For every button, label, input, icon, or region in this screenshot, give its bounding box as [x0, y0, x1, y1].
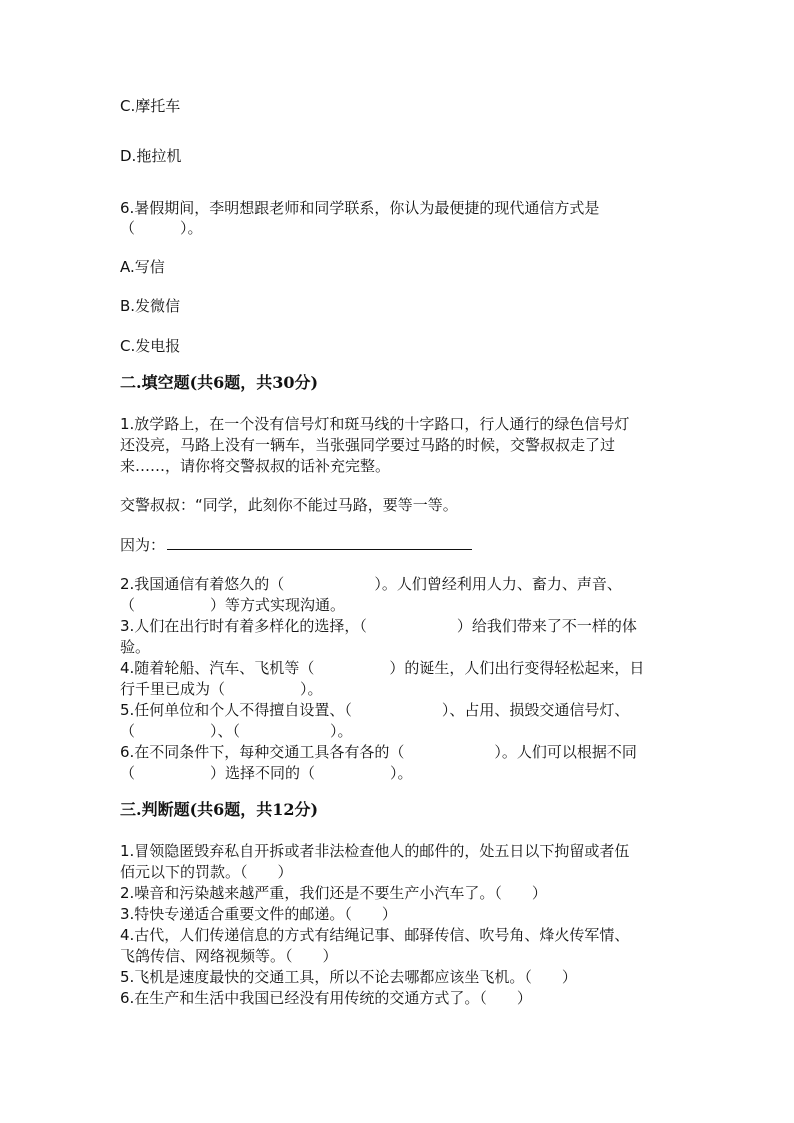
- fill-q1-answer-row: [120, 535, 472, 555]
- fill-q2-line1: 2.我国通信有着悠久的（ ）。人们曾经利用人力、畜力、声音、: [120, 575, 622, 593]
- because-label: 因为：: [120, 536, 166, 554]
- judge-q4-line2: 飞鸽传信、网络视频等。（ ）: [120, 947, 338, 965]
- fill-q1-line3: 来……，请你将交警叔叔的话补充完整。: [120, 457, 391, 475]
- judge-q6: 6.在生产和生活中我国已经没有用传统的交通方式了。（ ）: [120, 989, 532, 1007]
- option-6c: C.发电报: [120, 337, 181, 355]
- question-6-line1: 6.暑假期间，李明想跟老师和同学联系，你认为最便捷的现代通信方式是: [120, 199, 600, 217]
- option-6b: B.发微信: [120, 297, 181, 315]
- fill-q5-line2: （ ）、（ ）。: [120, 722, 353, 740]
- fill-q3-line2: 验。: [120, 638, 151, 656]
- option-5d: D.拖拉机: [120, 147, 182, 165]
- fill-section-heading: 二.填空题(共6题，共30分): [120, 373, 319, 392]
- fill-q4-line1: 4.随着轮船、汽车、飞机等（ ）的诞生，人们出行变得轻松起来，日: [120, 659, 645, 677]
- judge-q5: 5.飞机是速度最快的交通工具，所以不论去哪都应该坐飞机。（ ）: [120, 968, 577, 986]
- fill-q2-line2: （ ）等方式实现沟通。: [120, 596, 346, 614]
- fill-q3-line1: 3.人们在出行时有着多样化的选择，（ ）给我们带来了不一样的体: [120, 617, 637, 635]
- judge-q3: 3.特快专递适合重要文件的邮递。（ ）: [120, 905, 397, 923]
- question-6-line2: （ ）。: [120, 219, 203, 237]
- fill-q1-line1: 1.放学路上，在一个没有信号灯和斑马线的十字路口，行人通行的绿色信号灯: [120, 415, 630, 433]
- fill-q6-line2: （ ）选择不同的（ ）。: [120, 764, 413, 782]
- fill-q1-line2: 还没亮，马路上没有一辆车，当张强同学要过马路的时候，交警叔叔走了过: [120, 436, 616, 454]
- fill-q6-line1: 6.在不同条件下，每种交通工具各有各的（ ）。人们可以根据不同: [120, 743, 637, 761]
- judge-q4-line1: 4.古代，人们传递信息的方式有结绳记事、邮驿传信、吹号角、烽火传军情、: [120, 926, 630, 944]
- option-5c: C.摩托车: [120, 97, 181, 115]
- answer-blank-line[interactable]: [167, 535, 472, 550]
- fill-q5-line1: 5.任何单位和个人不得擅自设置、（ ）、占用、损毁交通信号灯、: [120, 701, 630, 719]
- judge-q1-line2: 佰元以下的罚款。（ ）: [120, 863, 293, 881]
- judge-section-heading: 三.判断题(共6题，共12分): [120, 800, 319, 819]
- judge-q2: 2.噪音和污染越来越严重，我们还是不要生产小汽车了。（ ）: [120, 884, 547, 902]
- option-6a: A.写信: [120, 258, 165, 276]
- fill-q4-line2: 行千里已成为（ ）。: [120, 680, 323, 698]
- fill-q1-quote: 交警叔叔：“同学，此刻你不能过马路，要等一等。: [120, 496, 458, 514]
- judge-q1-line1: 1.冒领隐匿毁弃私自开拆或者非法检查他人的邮件的，处五日以下拘留或者伍: [120, 842, 630, 860]
